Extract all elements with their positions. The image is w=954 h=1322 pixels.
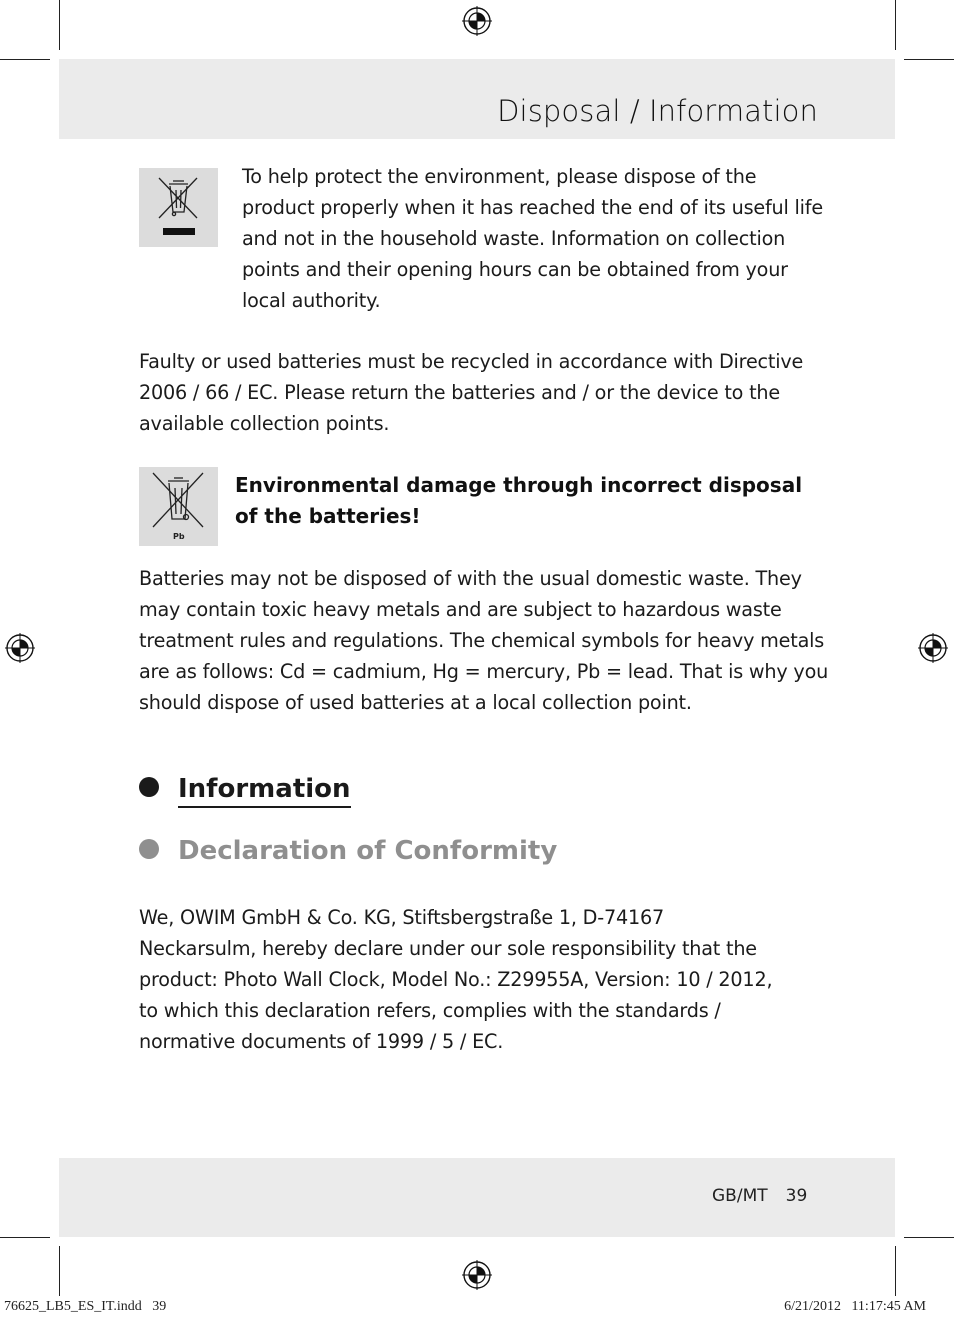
registration-mark-icon: [5, 633, 35, 663]
information-heading-label: Information: [178, 774, 351, 808]
registration-mark-icon: [918, 633, 948, 663]
registration-mark-icon: [462, 1260, 492, 1290]
crop-mark: [0, 59, 50, 60]
disposal-paragraph: To help protect the environment, please dispose of the product properly when it has reached the end of its useful life and not in the household waste. Information on collection points and their opening hours can be obtained from your local authority.: [242, 165, 823, 312]
battery-bin-icon: [139, 467, 218, 546]
registration-mark-icon: [462, 6, 492, 36]
crop-mark: [59, 1246, 60, 1296]
crop-mark: [895, 1246, 896, 1296]
weee-bin-icon: [139, 168, 218, 247]
print-slug-datetime: 6/21/2012 11:17:45 AM: [784, 1299, 926, 1314]
battery-icon-label: Pb: [173, 532, 185, 541]
crop-mark: [0, 1237, 50, 1238]
crop-mark: [904, 1237, 954, 1238]
conformity-heading-label: Declaration of Conformity: [178, 836, 558, 866]
bullet-icon: [139, 839, 159, 859]
battery-icon-box: [139, 467, 218, 546]
page-title: Disposal / Information: [497, 94, 818, 128]
conformity-heading: [139, 836, 557, 866]
print-slug-file: 76625_LB5_ES_IT.indd 39: [4, 1299, 167, 1314]
footer-locale: GB/MT: [712, 1186, 768, 1206]
crop-mark: [895, 0, 896, 50]
bullet-icon: [139, 777, 159, 797]
page-footer: [712, 1186, 807, 1206]
page-number: 39: [785, 1186, 808, 1206]
information-heading: [139, 774, 351, 804]
warning-title: Environmental damage through incorrect disposal of the batteries!: [235, 473, 803, 528]
heavy-metals-paragraph: Batteries may not be disposed of with the usual domestic waste. They may contain toxic heavy metals and are subject to hazardous waste treatment rules and regulations. The chemical symbols for heavy metals are as follows: Cd = cadmium, Hg = mercury, Pb = lead. That is why you should dispose of used batteries at a local collection point.: [139, 567, 829, 714]
crop-mark: [59, 0, 60, 50]
crop-mark: [904, 59, 954, 60]
conformity-paragraph: We, OWIM GmbH & Co. KG, Stiftsbergstraße 1, D-74167 Neckarsulm, hereby declare under our sole responsibility that the product: Photo Wall Clock, Model No.: Z29955A, Version: 10 / 2012, to which this declaration refers, complies with the standards / normative documents of 1999 / 5 / EC.: [139, 906, 773, 1053]
batteries-paragraph: Faulty or used batteries must be recycled in accordance with Directive 2006 / 66 / EC. Please return the batteries and / or the device to the available collection points.: [139, 350, 804, 435]
weee-icon-box: [139, 168, 218, 247]
